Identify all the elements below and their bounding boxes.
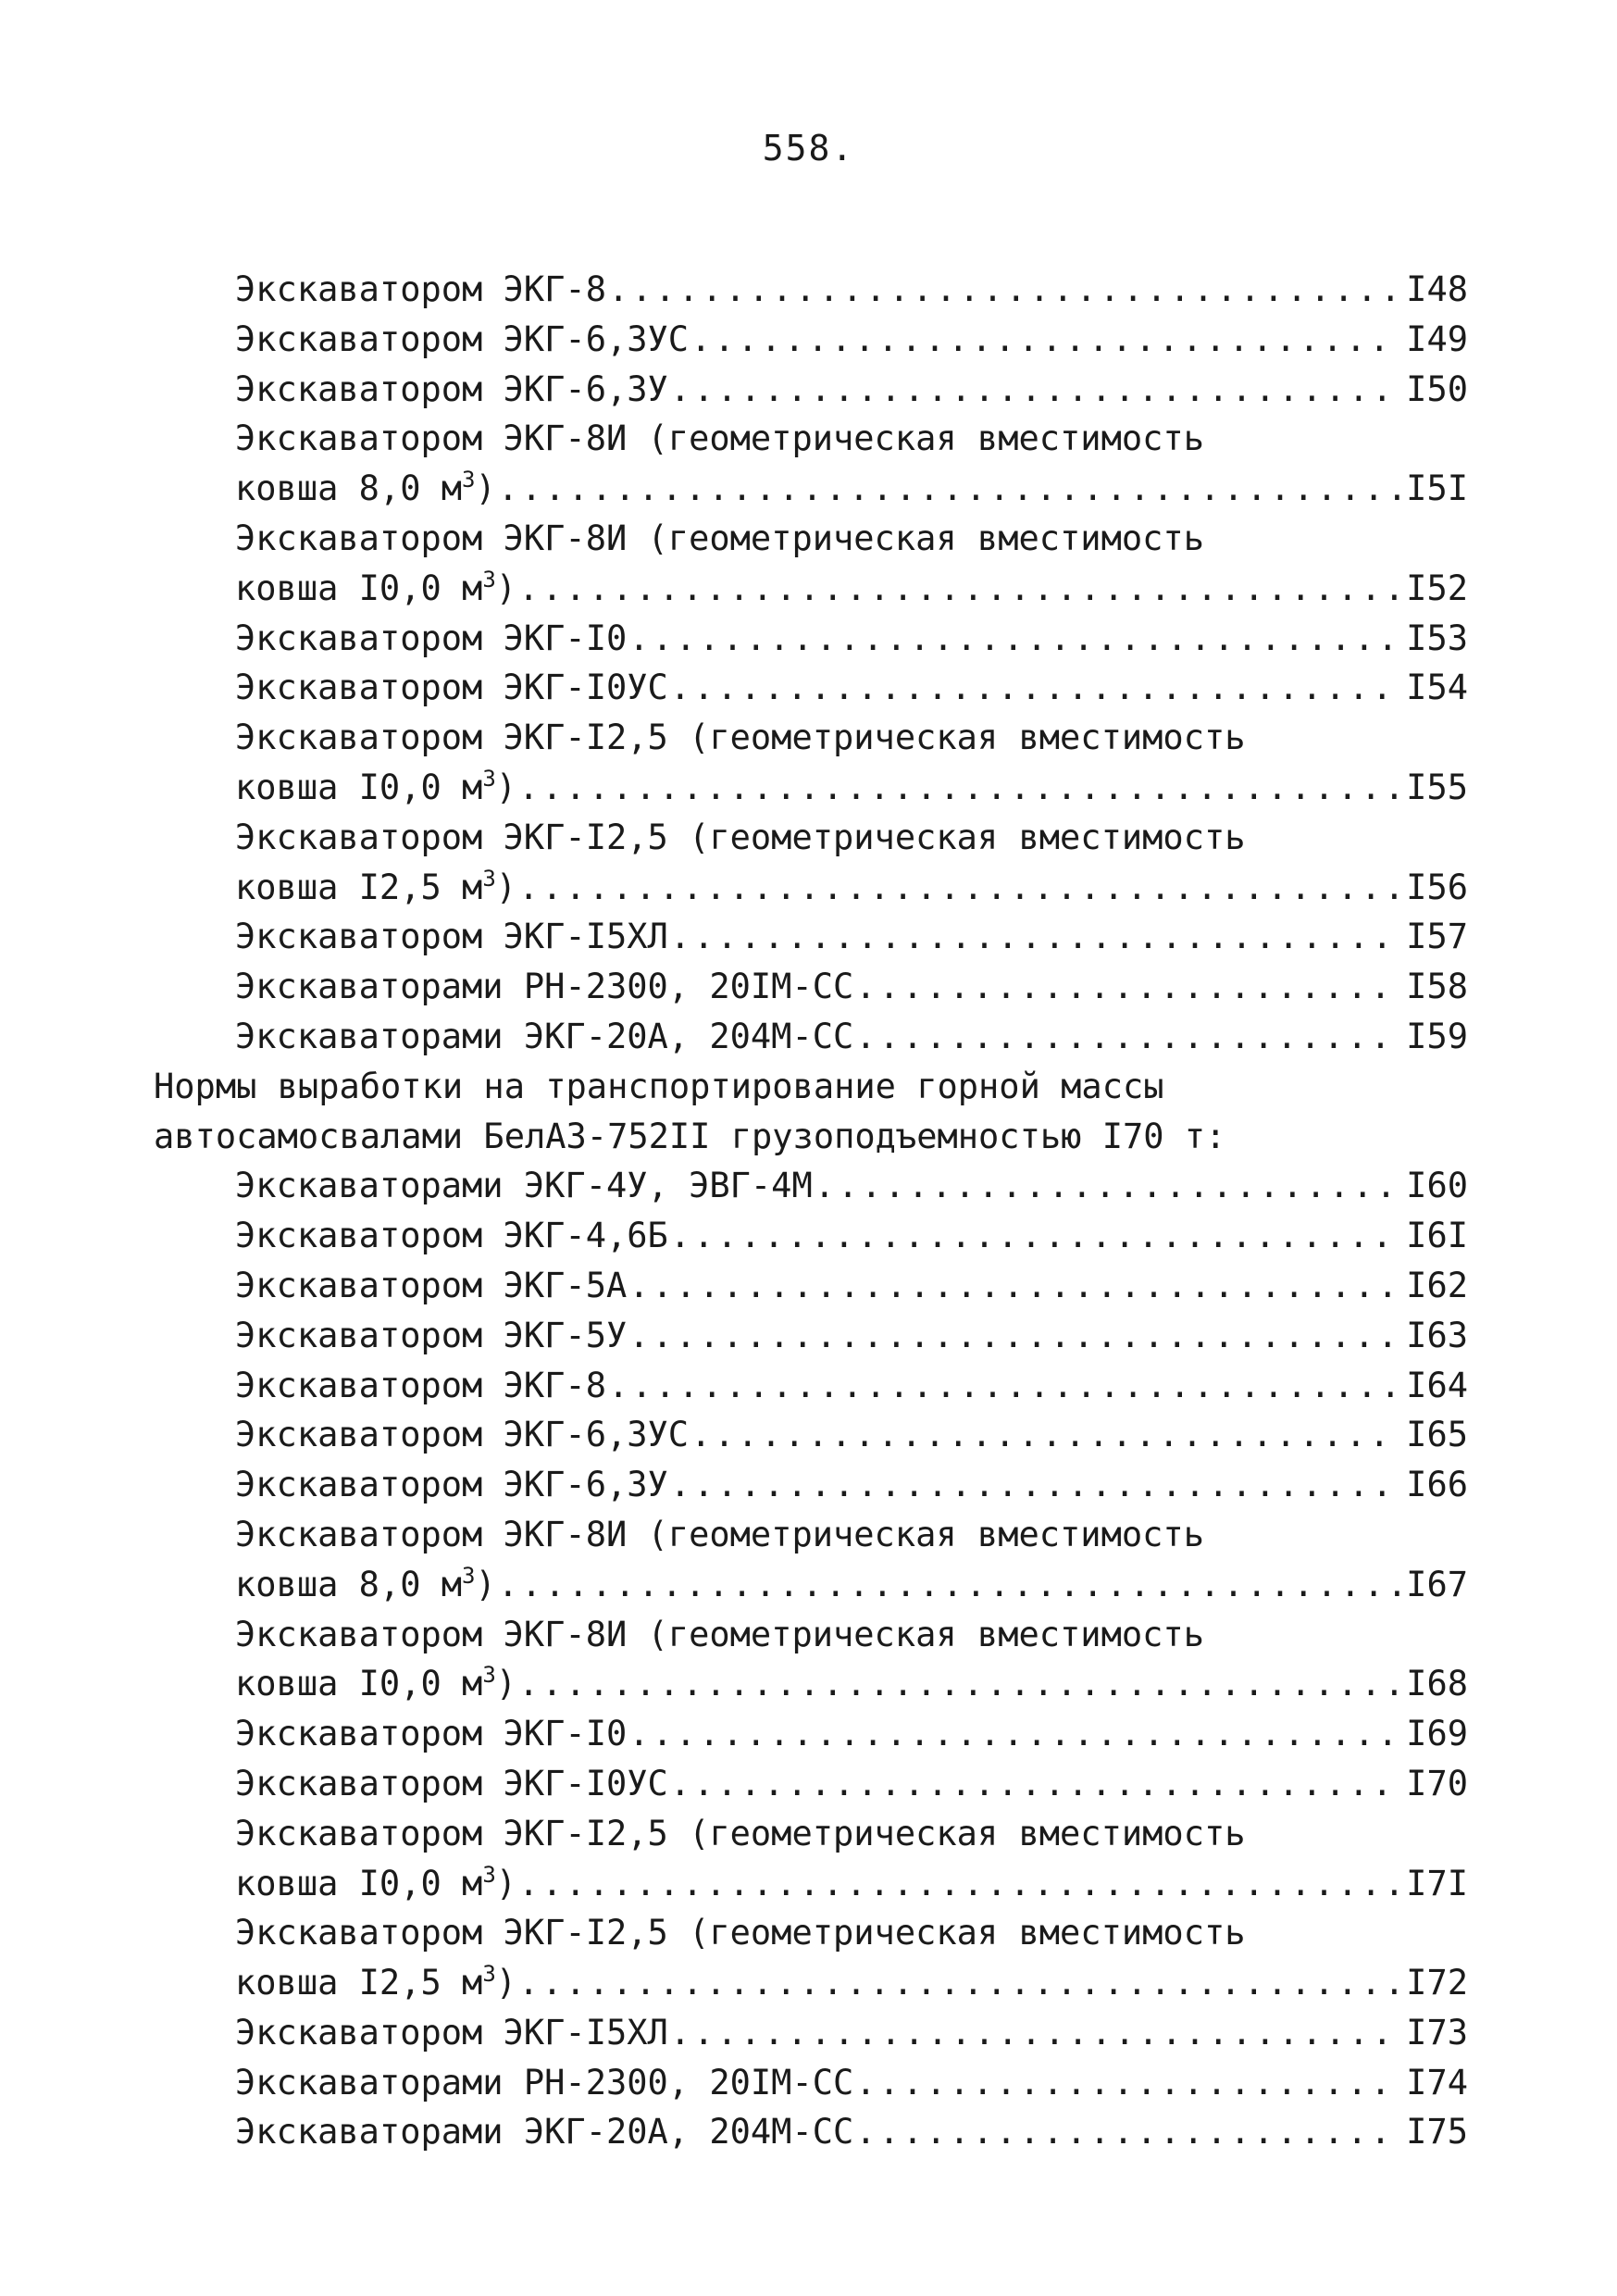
- toc-entry-label: Экскаватором ЭКГ-6,3УС: [235, 318, 690, 359]
- dot-leader: [518, 1958, 1399, 2008]
- dot-leader: [628, 1261, 1399, 1311]
- cubic-exponent: 3: [482, 865, 496, 892]
- toc-page-number: I75: [1406, 2112, 1468, 2152]
- toc-group-2: [154, 1161, 1468, 2157]
- toc-page-number: I49: [1406, 318, 1468, 359]
- toc-page-number: I56: [1406, 867, 1468, 907]
- toc-entry-line: [154, 1908, 1468, 1958]
- toc-entry-label: Экскаватором ЭКГ-I5ХЛ: [235, 917, 668, 957]
- cubic-exponent: 3: [482, 566, 496, 593]
- page-number: 558.: [762, 128, 855, 168]
- cubic-exponent: 3: [482, 1662, 496, 1689]
- dot-leader: [608, 265, 1399, 315]
- toc-page-number: I69: [1406, 1714, 1468, 1754]
- close-paren: ): [495, 867, 517, 907]
- toc-entry: [154, 1560, 1468, 1610]
- dot-leader: [670, 2008, 1399, 2058]
- toc-page-number: I59: [1406, 1016, 1468, 1056]
- dot-leader: [628, 1311, 1399, 1361]
- dot-leader: [518, 863, 1399, 913]
- toc-entry: [154, 1958, 1468, 2008]
- continuation-text: ковша I0,0 м: [235, 1863, 483, 1903]
- toc-entry: [154, 1311, 1468, 1361]
- dot-leader: [498, 464, 1399, 514]
- toc-page-number: I65: [1406, 1415, 1468, 1455]
- dot-leader: [628, 614, 1399, 664]
- table-of-contents: [154, 265, 1468, 2157]
- toc-page-number: I7I: [1406, 1863, 1468, 1903]
- toc-group-1: [154, 265, 1468, 1062]
- toc-entry: [154, 763, 1468, 813]
- toc-entry-label: Экскаваторами ЭКГ-4У, ЭВГ-4М: [235, 1166, 813, 1206]
- continuation-text: ковша 8,0 м: [235, 1564, 463, 1604]
- toc-page-number: I72: [1406, 1963, 1468, 2003]
- toc-entry-label: Экскаватором ЭКГ-6,3У: [235, 368, 668, 409]
- toc-page-number: I50: [1406, 368, 1468, 409]
- dot-leader: [628, 1709, 1399, 1759]
- close-paren: ): [495, 568, 517, 608]
- toc-page-number: I64: [1406, 1365, 1468, 1405]
- toc-entry-continuation: [235, 464, 496, 514]
- toc-entry: [154, 1211, 1468, 1261]
- toc-entry-label: Экскаватором ЭКГ-I2,5 (геометрическая вместимость: [235, 817, 1246, 857]
- toc-entry: [154, 1410, 1468, 1460]
- cubic-exponent: 3: [482, 765, 496, 792]
- continuation-text: ковша I2,5 м: [235, 867, 483, 907]
- toc-page-number: I68: [1406, 1664, 1468, 1704]
- toc-entry-line: [154, 1809, 1468, 1859]
- toc-entry-continuation: [235, 763, 516, 813]
- section-heading-text: автосамосвалами БелАЗ-752II грузоподъемностью I70 т:: [154, 1116, 1226, 1156]
- toc-entry-line: [154, 1610, 1468, 1660]
- dot-leader: [518, 1859, 1399, 1909]
- toc-entry-line: [154, 414, 1468, 464]
- toc-entry-label: Экскаватором ЭКГ-I0: [235, 1714, 628, 1754]
- toc-entry: [154, 1460, 1468, 1510]
- toc-entry-label: Экскаватором ЭКГ-I0УС: [235, 668, 668, 708]
- toc-page-number: I70: [1406, 1763, 1468, 1803]
- toc-entry-label: Экскаватором ЭКГ-4,6Б: [235, 1216, 668, 1256]
- close-paren: ): [475, 1564, 496, 1604]
- toc-page-number: I58: [1406, 967, 1468, 1007]
- toc-entry: [154, 614, 1468, 664]
- toc-entry-line: [154, 713, 1468, 763]
- toc-entry-label: Экскаватором ЭКГ-8И (геометрическая вместимость: [235, 1514, 1204, 1554]
- section-heading-line-2: [154, 1112, 1468, 1162]
- continuation-text: ковша 8,0 м: [235, 468, 463, 509]
- dot-leader: [690, 1410, 1399, 1460]
- dot-leader: [670, 1460, 1399, 1510]
- dot-leader: [518, 763, 1399, 813]
- toc-entry-line: [154, 514, 1468, 564]
- toc-page-number: I55: [1406, 767, 1468, 807]
- toc-entry-label: Экскаватором ЭКГ-5У: [235, 1315, 628, 1355]
- toc-entry-label: Экскаватором ЭКГ-I2,5 (геометрическая вместимость: [235, 718, 1246, 758]
- toc-entry-label: Экскаватором ЭКГ-I2,5 (геометрическая вместимость: [235, 1813, 1246, 1853]
- close-paren: ): [495, 1863, 517, 1903]
- toc-page-number: I60: [1406, 1166, 1468, 1206]
- toc-entry-label: Экскаватором ЭКГ-6,3У: [235, 1465, 668, 1505]
- close-paren: ): [475, 468, 496, 509]
- cubic-exponent: 3: [482, 1961, 496, 1988]
- toc-entry: [154, 1012, 1468, 1062]
- toc-entry: [154, 564, 1468, 614]
- toc-page-number: I54: [1406, 668, 1468, 708]
- toc-entry: [154, 2008, 1468, 2058]
- toc-entry: [154, 663, 1468, 713]
- dot-leader: [670, 365, 1399, 415]
- cubic-exponent: 3: [462, 467, 476, 493]
- toc-entry-label: Экскаватором ЭКГ-6,3УС: [235, 1415, 690, 1455]
- continuation-text: ковша I2,5 м: [235, 1963, 483, 2003]
- toc-entry: [154, 1859, 1468, 1909]
- dot-leader: [855, 2058, 1399, 2108]
- toc-entry-continuation: [235, 1859, 516, 1909]
- toc-entry-label: Экскаваторами ЭКГ-20А, 204М-СС: [235, 2112, 854, 2152]
- continuation-text: ковша I0,0 м: [235, 767, 483, 807]
- continuation-text: ковша I0,0 м: [235, 568, 483, 608]
- toc-entry: [154, 2107, 1468, 2157]
- dot-leader: [670, 663, 1399, 713]
- section-heading-line-1: [154, 1062, 1468, 1112]
- toc-entry: [154, 464, 1468, 514]
- toc-entry-label: Экскаваторами ЭКГ-20А, 204М-СС: [235, 1016, 854, 1056]
- toc-entry: [154, 365, 1468, 415]
- toc-entry: [154, 1161, 1468, 1211]
- toc-entry-continuation: [235, 863, 516, 913]
- toc-page-number: I5I: [1406, 468, 1468, 509]
- dot-leader: [518, 564, 1399, 614]
- dot-leader: [815, 1161, 1399, 1211]
- toc-page-number: I66: [1406, 1465, 1468, 1505]
- toc-entry: [154, 1261, 1468, 1311]
- toc-page-number: I62: [1406, 1265, 1468, 1305]
- dot-leader: [855, 2107, 1399, 2157]
- dot-leader: [670, 1211, 1399, 1261]
- toc-entry-label: Экскаватором ЭКГ-I0: [235, 618, 628, 658]
- dot-leader: [855, 1012, 1399, 1062]
- toc-entry-label: Экскаваторами РН-2300, 20IМ-СС: [235, 967, 854, 1007]
- cubic-exponent: 3: [482, 1861, 496, 1888]
- toc-entry-label: Экскаватором ЭКГ-I5ХЛ: [235, 2012, 668, 2053]
- toc-entry-label: Экскаватором ЭКГ-8: [235, 269, 606, 309]
- dot-leader: [670, 912, 1399, 962]
- toc-entry-continuation: [235, 1560, 496, 1610]
- toc-entry: [154, 265, 1468, 315]
- toc-page-number: I74: [1406, 2062, 1468, 2103]
- toc-entry: [154, 315, 1468, 365]
- toc-entry: [154, 912, 1468, 962]
- close-paren: ): [495, 767, 517, 807]
- toc-page-number: I52: [1406, 568, 1468, 608]
- toc-page-number: I57: [1406, 917, 1468, 957]
- toc-entry-line: [154, 1510, 1468, 1560]
- toc-page-number: I73: [1406, 2012, 1468, 2053]
- toc-entry-continuation: [235, 1958, 516, 2008]
- toc-entry-label: Экскаватором ЭКГ-8: [235, 1365, 606, 1405]
- close-paren: ): [495, 1664, 517, 1704]
- toc-page-number: I48: [1406, 269, 1468, 309]
- toc-entry-label: Экскаватором ЭКГ-I2,5 (геометрическая вместимость: [235, 1913, 1246, 1953]
- continuation-text: ковша I0,0 м: [235, 1664, 483, 1704]
- toc-entry: [154, 1659, 1468, 1709]
- toc-page-number: I6I: [1406, 1216, 1468, 1256]
- toc-entry: [154, 863, 1468, 913]
- toc-entry-label: Экскаватором ЭКГ-I0УС: [235, 1763, 668, 1803]
- toc-entry: [154, 2058, 1468, 2108]
- toc-entry-label: Экскаватором ЭКГ-5А: [235, 1265, 628, 1305]
- toc-page-number: I63: [1406, 1315, 1468, 1355]
- cubic-exponent: 3: [462, 1562, 476, 1589]
- toc-entry-label: Экскаватором ЭКГ-8И (геометрическая вместимость: [235, 518, 1204, 558]
- toc-entry-continuation: [235, 1659, 516, 1709]
- dot-leader: [608, 1361, 1399, 1411]
- toc-entry-label: Экскаваторами РН-2300, 20IМ-СС: [235, 2062, 854, 2103]
- toc-page-number: I53: [1406, 618, 1468, 658]
- toc-entry: [154, 962, 1468, 1012]
- dot-leader: [670, 1759, 1399, 1809]
- dot-leader: [518, 1659, 1399, 1709]
- dot-leader: [690, 315, 1399, 365]
- section-heading-text: Нормы выработки на транспортирование горной массы: [154, 1066, 1164, 1106]
- toc-entry-label: Экскаватором ЭКГ-8И (геометрическая вместимость: [235, 418, 1204, 459]
- toc-page-number: I67: [1406, 1564, 1468, 1604]
- toc-entry-continuation: [235, 564, 516, 614]
- toc-entry: [154, 1361, 1468, 1411]
- close-paren: ): [495, 1963, 517, 2003]
- toc-entry: [154, 1759, 1468, 1809]
- toc-entry: [154, 1709, 1468, 1759]
- toc-entry-label: Экскаватором ЭКГ-8И (геометрическая вместимость: [235, 1614, 1204, 1654]
- toc-entry-line: [154, 813, 1468, 863]
- dot-leader: [855, 962, 1399, 1012]
- dot-leader: [498, 1560, 1399, 1610]
